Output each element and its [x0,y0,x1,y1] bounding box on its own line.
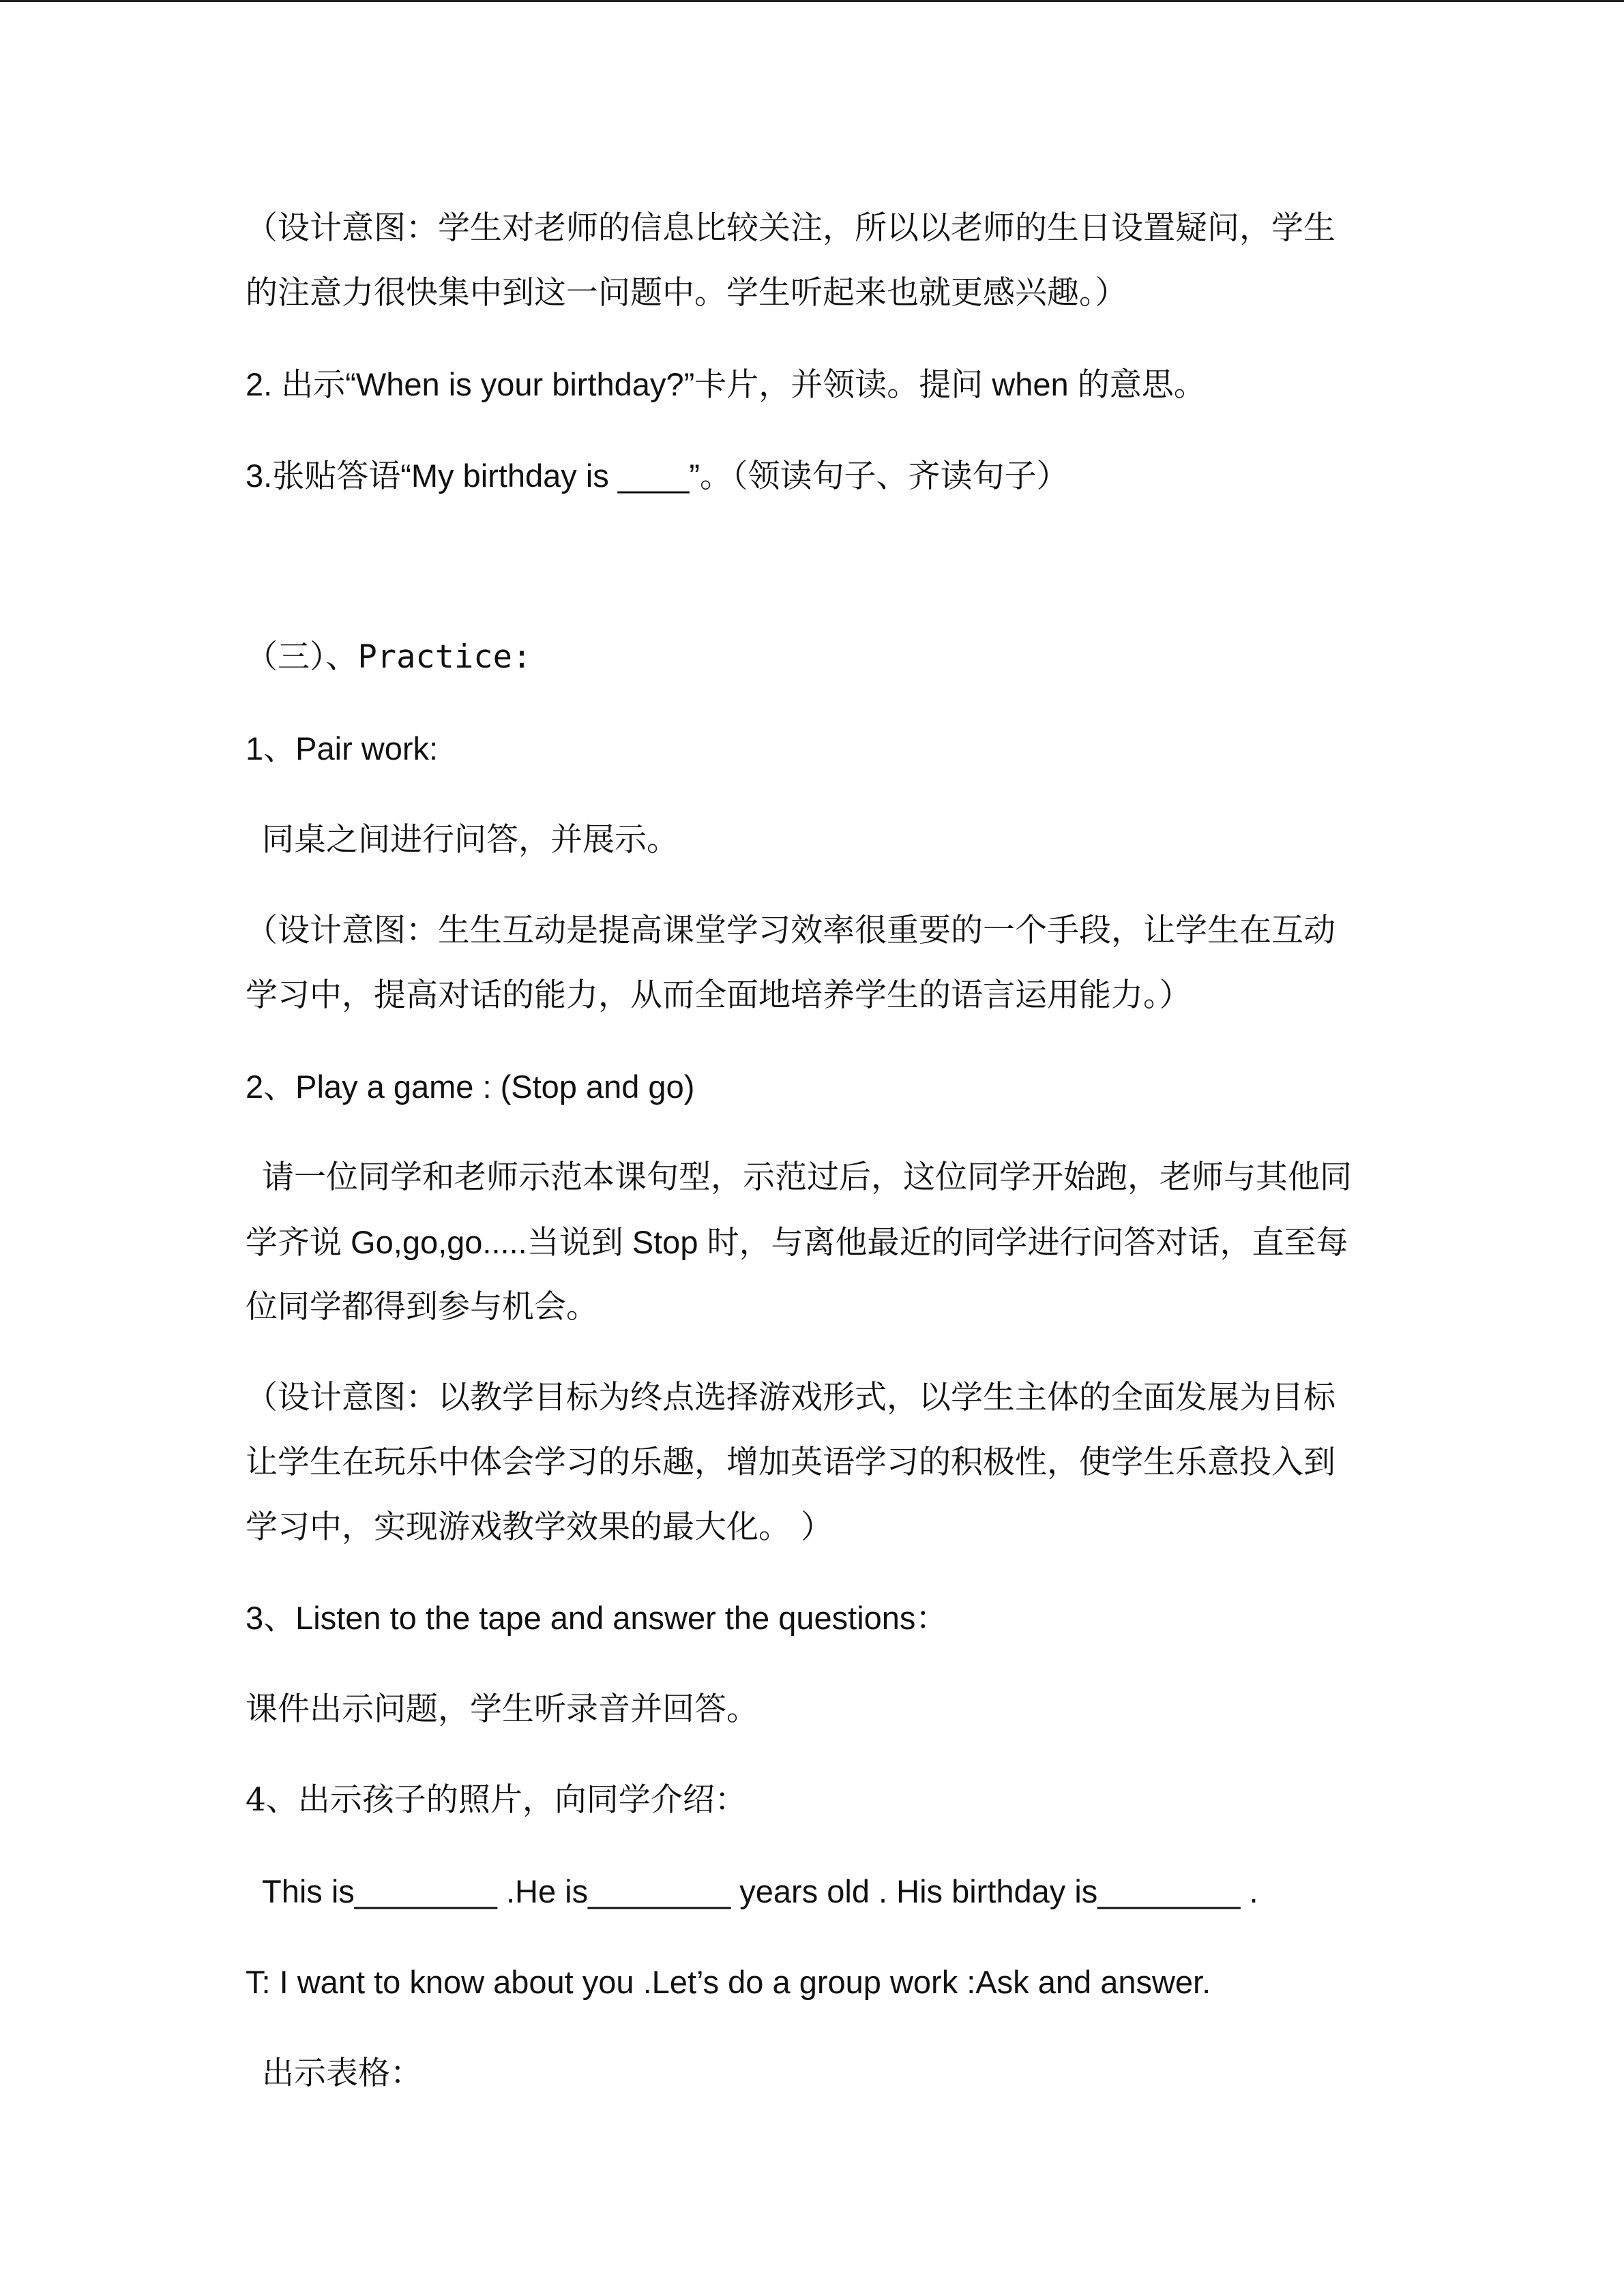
practice-3-listen-tape: 3、Listen to the tape and answer the questions： [246,1600,948,1636]
section-practice-heading: （三）、Practice: [246,638,532,676]
practice-2-play-game: 2、Play a game : (Stop and go) [246,1069,695,1105]
game-description-line-3: 位同学都得到参与机会。 [246,1288,598,1326]
show-table-instruction: 出示表格： [262,2055,422,2092]
design-intent-2-line-2: 学习中，提高对话的能力，从而全面地培养学生的语言运用能力。） [246,976,1192,1014]
game-description-line-2: 学齐说 Go,go,go.....当说到 Stop 时，与离他最近的同学进行问答对话，直至每 [246,1224,1348,1260]
listen-tape-description: 课件出示问题，学生听录音并回答。 [246,1690,758,1728]
design-intent-3-line-2: 让学生在玩乐中体会学习的乐趣，增加英语学习的积极性，使学生乐意投入到 [246,1444,1335,1481]
design-intent-1-line-1: （设计意图：学生对老师的信息比较关注，所以以老师的生日设置疑问，学生 [246,209,1335,247]
design-intent-2-line-1: （设计意图：生生互动是提高课堂学习效率很重要的一个手段，让学生在互动 [246,912,1335,949]
game-description-line-1: 请一位同学和老师示范本课句型，示范过后，这位同学开始跑，老师与其他同 [262,1159,1352,1196]
practice-1-pair-work: 1、Pair work: [246,730,439,766]
design-intent-3-line-3: 学习中，实现游戏教学效果的最大化。 ） [246,1508,833,1546]
step-3-post-answer: 3.张贴答语“My birthday is ____”。（领读句子、齐读句子） [246,458,1069,494]
design-intent-3-line-1: （设计意图：以教学目标为终点选择游戏形式，以学生主体的全面发展为目标 [246,1379,1335,1416]
practice-4-show-photo: 4、出示孩子的照片，向同学介绍： [246,1781,747,1819]
design-intent-1-line-2: 的注意力很快集中到这一问题中。学生听起来也就更感兴趣。） [246,274,1127,312]
pair-work-description: 同桌之间进行问答，并展示。 [262,821,679,859]
step-2-show-card: 2. 出示“When is your birthday?”卡片，并领读。提问 when 的意思。 [246,366,1206,402]
teacher-group-work-prompt: T: I want to know about you .Let’s do a group work :Ask and answer. [246,1964,1211,2000]
fill-in-blank-sentence: This is________ .He is________ years old . His birthday is________ . [262,1873,1258,1909]
